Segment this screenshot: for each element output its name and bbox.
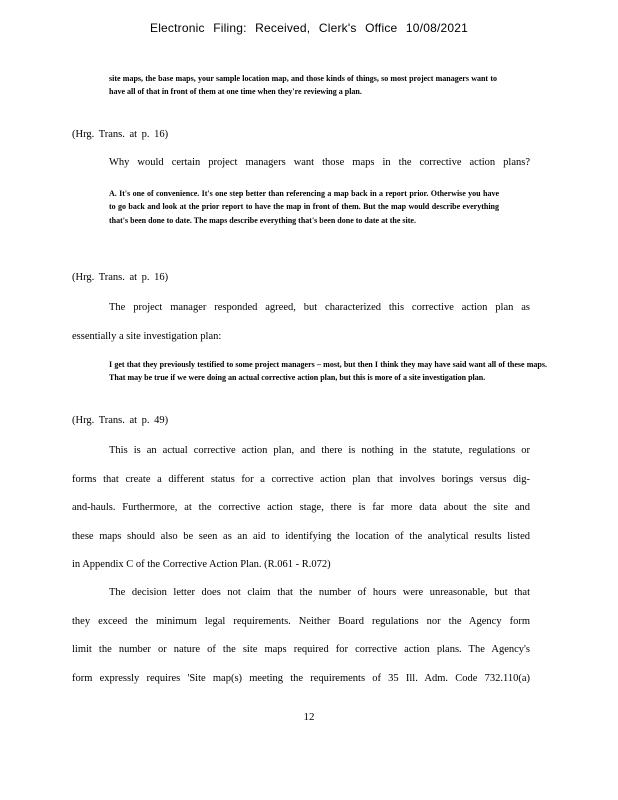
paragraph-line: forms that create a different status for a corrective action plan that involves borings versus dig- <box>72 473 530 485</box>
paragraph-line: The decision letter does not claim that the number of hours were unreasonable, but that <box>109 587 530 598</box>
paragraph-project-manager <box>72 294 530 351</box>
paragraph-decision-letter <box>72 579 530 693</box>
block-quote-answer: A. It's one of convenience. It's one step better than referencing a map back in a report prior. Otherwise you have to go back and look at the prior report to have the map in front of them. But the map would describe everything that's been done to date. The maps describe everything that's been done to date at the site. <box>109 189 499 225</box>
paragraph-line: and-hauls. Furthermore, at the corrective action stage, there is far more data about the site and <box>72 502 530 513</box>
page-number: 12 <box>303 711 315 723</box>
paragraph-corrective-action <box>72 437 530 580</box>
question-text: Why would certain project managers want those maps in the corrective action plans? <box>109 157 530 168</box>
paragraph-line: these maps should also be seen as an aid to identifying the location of the analytical results listed <box>72 530 530 542</box>
block-quote-maps: site maps, the base maps, your sample location map, and those kinds of things, so most project managers want to have all of that in front of them at one time when they're reviewing a plan. <box>109 74 497 97</box>
citation-hearing-transcript: (Hrg. Trans. at p. 16) <box>72 129 169 140</box>
paragraph-line: form expressly requires 'Site map(s) meeting the requirements of 35 Ill. Adm. Code 732.110(a) <box>72 672 530 684</box>
paragraph-line: The project manager responded agreed, but characterized this corrective action plan as <box>109 302 530 313</box>
paragraph-line: in Appendix C of the Corrective Action Plan. (R.061 - R.072) <box>72 559 331 570</box>
filing-stamp-header: Electronic Filing: Received, Clerk's Office 10/08/2021 <box>149 21 468 35</box>
citation-hearing-transcript: (Hrg. Trans. at p. 49) <box>72 415 169 426</box>
paragraph-line: limit the number or nature of the site maps required for corrective action plans. The Agency's <box>72 644 530 655</box>
block-quote-site-investigation: I get that they previously testified to some project managers – most, but then I think they may have said want all of these maps. That may be true if we were doing an actual corrective action plan, but this is more of a site investigation plan. <box>109 360 547 383</box>
citation-hearing-transcript: (Hrg. Trans. at p. 16) <box>72 272 169 283</box>
paragraph-line: essentially a site investigation plan: <box>72 330 222 342</box>
paragraph-line: This is an actual corrective action plan, and there is nothing in the statute, regulations or <box>109 445 530 456</box>
paragraph-line: they exceed the minimum legal requirements. Neither Board regulations nor the Agency form <box>72 615 530 627</box>
